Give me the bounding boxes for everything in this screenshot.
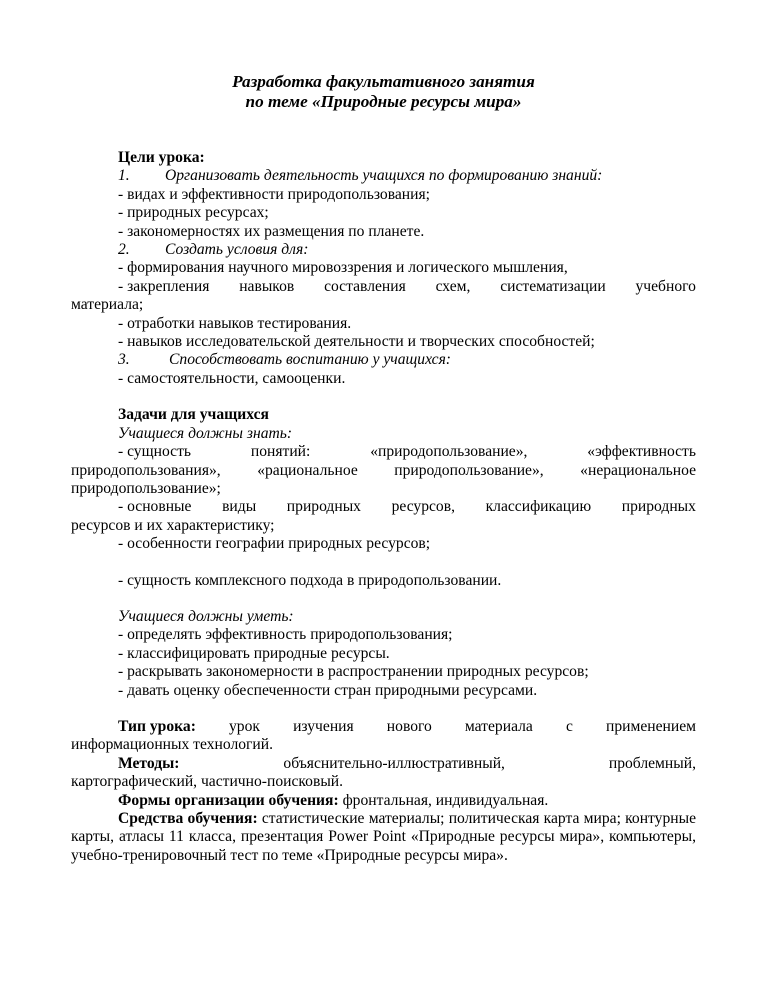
goal-2-item: - отработки навыков тестирования. xyxy=(118,314,352,332)
goal-2 xyxy=(71,241,696,259)
forms-label: Формы организации обучения: xyxy=(118,791,339,809)
forms-line xyxy=(71,792,696,810)
word: природопользования», xyxy=(71,461,221,479)
know-item-2-continuation: ресурсов и их характеристику; xyxy=(71,516,275,534)
lesson-type-label: Тип урока: xyxy=(118,717,196,735)
word: составления xyxy=(324,277,406,295)
forms-text: фронтальная, индивидуальная. xyxy=(338,791,549,809)
means-label: Средства обучения: xyxy=(118,810,258,827)
know-item-1-justified xyxy=(71,443,696,461)
able-item: - давать оценку обеспеченности стран природными ресурсами. xyxy=(118,681,538,699)
word: применением xyxy=(605,717,696,735)
word: систематизации xyxy=(500,277,606,295)
word: объяснительно-иллюстративный, xyxy=(283,754,505,772)
word: ресурсов, xyxy=(391,498,455,516)
word: «эффективность xyxy=(587,443,696,461)
goal-1-item: - закономерностях их размещения по планете. xyxy=(118,222,425,240)
know-item-2-justified xyxy=(71,498,696,516)
lesson-info-section xyxy=(71,718,696,865)
goal-3-number: 3. xyxy=(118,351,130,369)
tasks-heading: Задачи для учащихся xyxy=(118,406,269,424)
title-line-2: по теме «Природные ресурсы мира» xyxy=(245,92,522,111)
able-heading: Учащиеся должны уметь: xyxy=(118,607,294,625)
word: учебного xyxy=(635,277,696,295)
goal-1-item: - природных ресурсах; xyxy=(118,204,269,222)
word: природопользование», xyxy=(394,461,544,479)
goal-2-item: - формирования научного мировоззрения и логического мышления, xyxy=(118,259,568,277)
word: виды xyxy=(222,498,257,516)
lesson-type-line xyxy=(71,718,696,736)
word: «природопользование», xyxy=(370,443,528,461)
goal-1 xyxy=(71,167,696,185)
word: «рациональное xyxy=(257,461,358,479)
word: - сущность xyxy=(118,443,191,461)
goal-2-item: - навыков исследовательской деятельности и творческих способностей; xyxy=(118,333,595,351)
know-item-1-line-3: природопользование»; xyxy=(71,479,221,497)
word: проблемный, xyxy=(608,754,696,772)
word: «нерациональное xyxy=(580,461,696,479)
word: природных xyxy=(621,498,696,516)
word: нового xyxy=(386,717,432,735)
title-line-1: Разработка факультативного занятия xyxy=(232,72,535,91)
lesson-type-continuation: информационных технологий. xyxy=(71,736,274,754)
goal-3 xyxy=(71,351,696,369)
goal-3-text: Способствовать воспитанию у учащихся: xyxy=(169,351,452,369)
goals-heading: Цели урока: xyxy=(118,149,205,166)
methods-line xyxy=(71,755,696,773)
know-heading: Учащиеся должны знать: xyxy=(118,424,293,442)
word: навыков xyxy=(239,277,295,295)
word: изучения xyxy=(293,717,354,735)
able-item: - классифицировать природные ресурсы. xyxy=(118,644,390,662)
methods-continuation: картографический, частично-поисковый. xyxy=(71,773,344,791)
know-item-4: - сущность комплексного подхода в природопользовании. xyxy=(118,571,502,589)
goal-3-item: - самостоятельности, самооценки. xyxy=(118,369,346,387)
goal-1-text: Организовать деятельность учащихся по формированию знаний: xyxy=(165,167,603,185)
document-page xyxy=(71,72,696,865)
goal-2-number: 2. xyxy=(118,241,130,259)
means-paragraph xyxy=(71,810,696,865)
word: схем, xyxy=(435,277,471,295)
goal-1-number: 1. xyxy=(118,167,130,185)
document-title xyxy=(71,72,696,112)
means-text: статистические материалы; политическая карта мира; контурные карты, атласы 11 класса, презентация Power Point «Природные ресурсы мира», компьютеры, учебно-тренировочный тест по теме «Природные ресурсы мира». xyxy=(71,810,696,864)
able-item: - раскрывать закономерности в распространении природных ресурсов; xyxy=(118,663,589,681)
methods-label: Методы: xyxy=(118,754,180,772)
know-item-3: - особенности географии природных ресурсов; xyxy=(118,535,431,553)
able-item: - определять эффективность природопользования; xyxy=(118,626,453,644)
word: - закрепления xyxy=(118,277,210,295)
goal-1-item: - видах и эффективности природопользования; xyxy=(118,185,430,203)
know-item-1-line-2 xyxy=(71,462,696,480)
word: урок xyxy=(229,717,260,735)
goal-2-item-continuation: материала; xyxy=(71,296,144,314)
word: классификацию xyxy=(485,498,592,516)
tasks-section xyxy=(71,406,696,700)
word: природных xyxy=(286,498,361,516)
goal-2-item-justified xyxy=(71,278,696,296)
word: с xyxy=(565,717,573,735)
word: - основные xyxy=(118,498,192,516)
goals-section xyxy=(71,149,696,388)
word: понятий: xyxy=(250,443,311,461)
goal-2-text: Создать условия для: xyxy=(165,241,309,259)
word: материала xyxy=(464,717,533,735)
